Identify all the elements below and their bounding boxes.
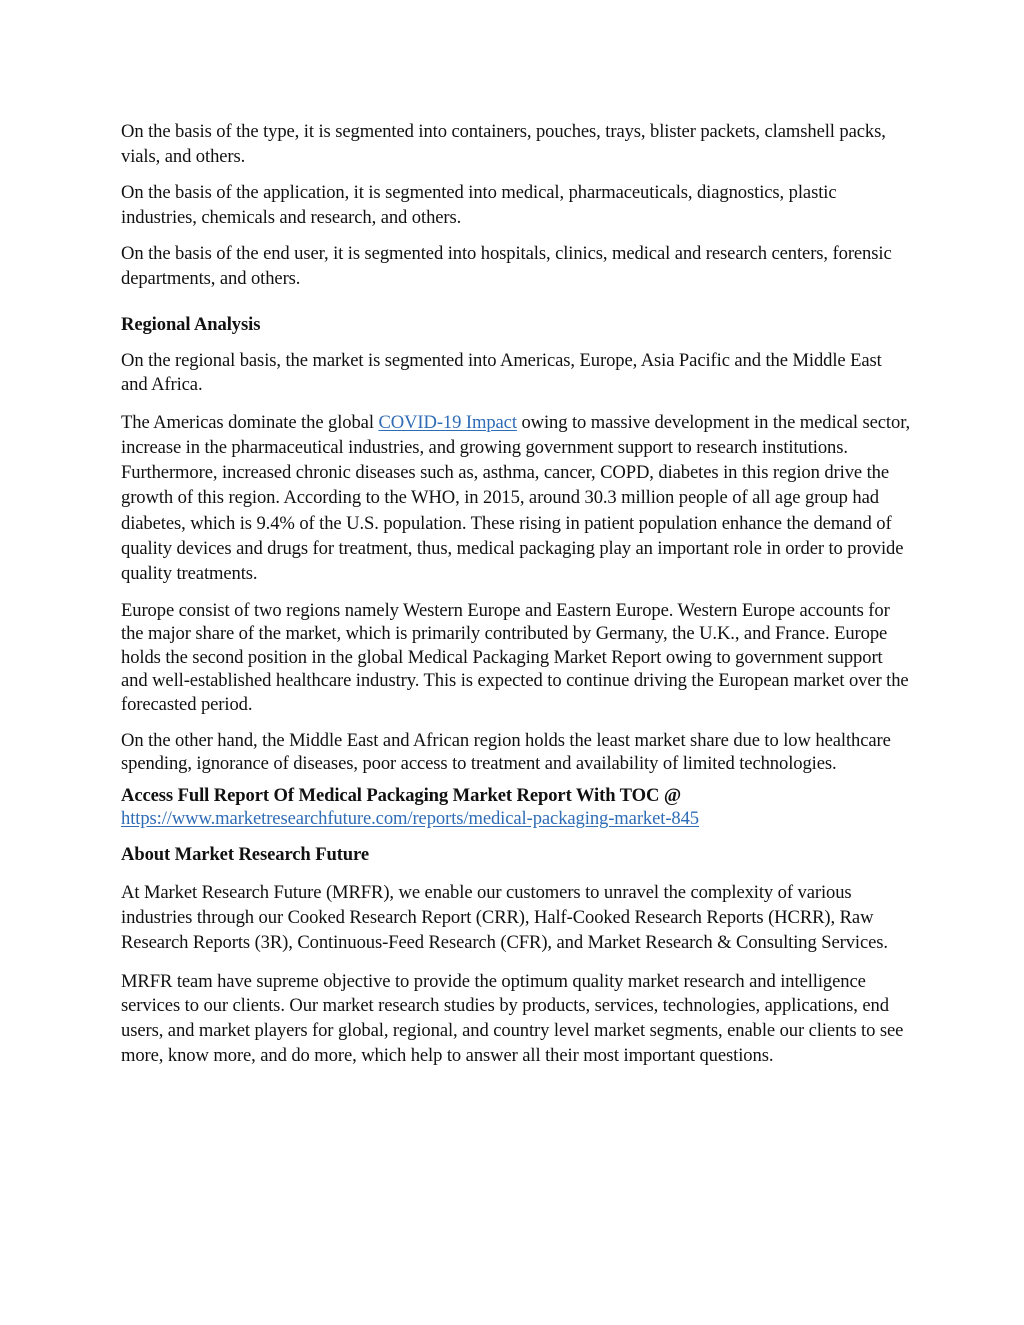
regional-analysis-heading: Regional Analysis	[121, 314, 261, 335]
segment-end-user-paragraph: On the basis of the end user, it is segmented into hospitals, clinics, medical and research centers, forensic departments, and others.	[121, 243, 892, 289]
about-heading: About Market Research Future	[121, 843, 370, 865]
americas-text-after-link: owing to massive development in the medical sector, increase in the pharmaceutical industries, and growing government support to research institutions. Furthermore, increased chronic diseases such as, asthma, cancer, COPD, diabetes in this region drive the growth of this region. According to the WHO, in 2015, around 30.3 million people of all age group had diabetes, which is 9.4% of the U.S. population. These rising in patient population enhance the demand of quality devices and drugs for treatment, thus, medical packaging play an important role in order to provide quality treatments.	[121, 411, 911, 585]
covid-impact-link[interactable]: COVID-19 Impact	[378, 411, 517, 433]
middle-east-africa-paragraph: On the other hand, the Middle East and African region holds the least market share due to low healthcare spending, ignorance of diseases, poor access to treatment and availability of limited technologies.	[121, 729, 891, 775]
segment-application-paragraph: On the basis of the application, it is segmented into medical, pharmaceuticals, diagnostics, plastic industries, chemicals and research, and others.	[121, 182, 837, 228]
about-paragraph-2: MRFR team have supreme objective to provide the optimum quality market research and intelligence services to our clients. Our market research studies by products, services, technologies, applications, end users, and market players for global, regional, and country level market segments, enable our clients to see more, know more, and do more, which help to answer all their most important questions.	[121, 970, 904, 1067]
access-report-paragraph	[121, 784, 911, 831]
regional-intro-paragraph: On the regional basis, the market is segmented into Americas, Europe, Asia Pacific and the Middle East and Africa.	[121, 349, 882, 395]
report-url-link[interactable]: https://www.marketresearchfuture.com/reports/medical-packaging-market-845	[121, 808, 700, 830]
access-report-label: Access Full Report Of Medical Packaging Market Report With TOC @	[121, 784, 682, 806]
americas-text-before-link: The Americas dominate the global	[121, 411, 379, 433]
europe-paragraph: Europe consist of two regions namely Western Europe and Eastern Europe. Western Europe accounts for the major share of the market, which is primarily contributed by Germany, the U.K., and France. Europe holds the second position in the global Medical Packaging Market Report owing to government support and well-established healthcare industry. This is expected to continue driving the European market over the forecasted period.	[121, 599, 909, 715]
americas-paragraph	[121, 410, 911, 587]
document-page	[121, 120, 911, 1069]
segment-type-paragraph: On the basis of the type, it is segmented into containers, pouches, trays, blister packets, clamshell packs, vials, and others.	[121, 121, 886, 167]
about-paragraph-1: At Market Research Future (MRFR), we enable our customers to unravel the complexity of various industries through our Cooked Research Report (CRR), Half-Cooked Research Reports (HCRR), Raw Research Reports (3R), Continuous-Feed Research (CFR), and Market Research & Consulting Services.	[121, 882, 888, 953]
